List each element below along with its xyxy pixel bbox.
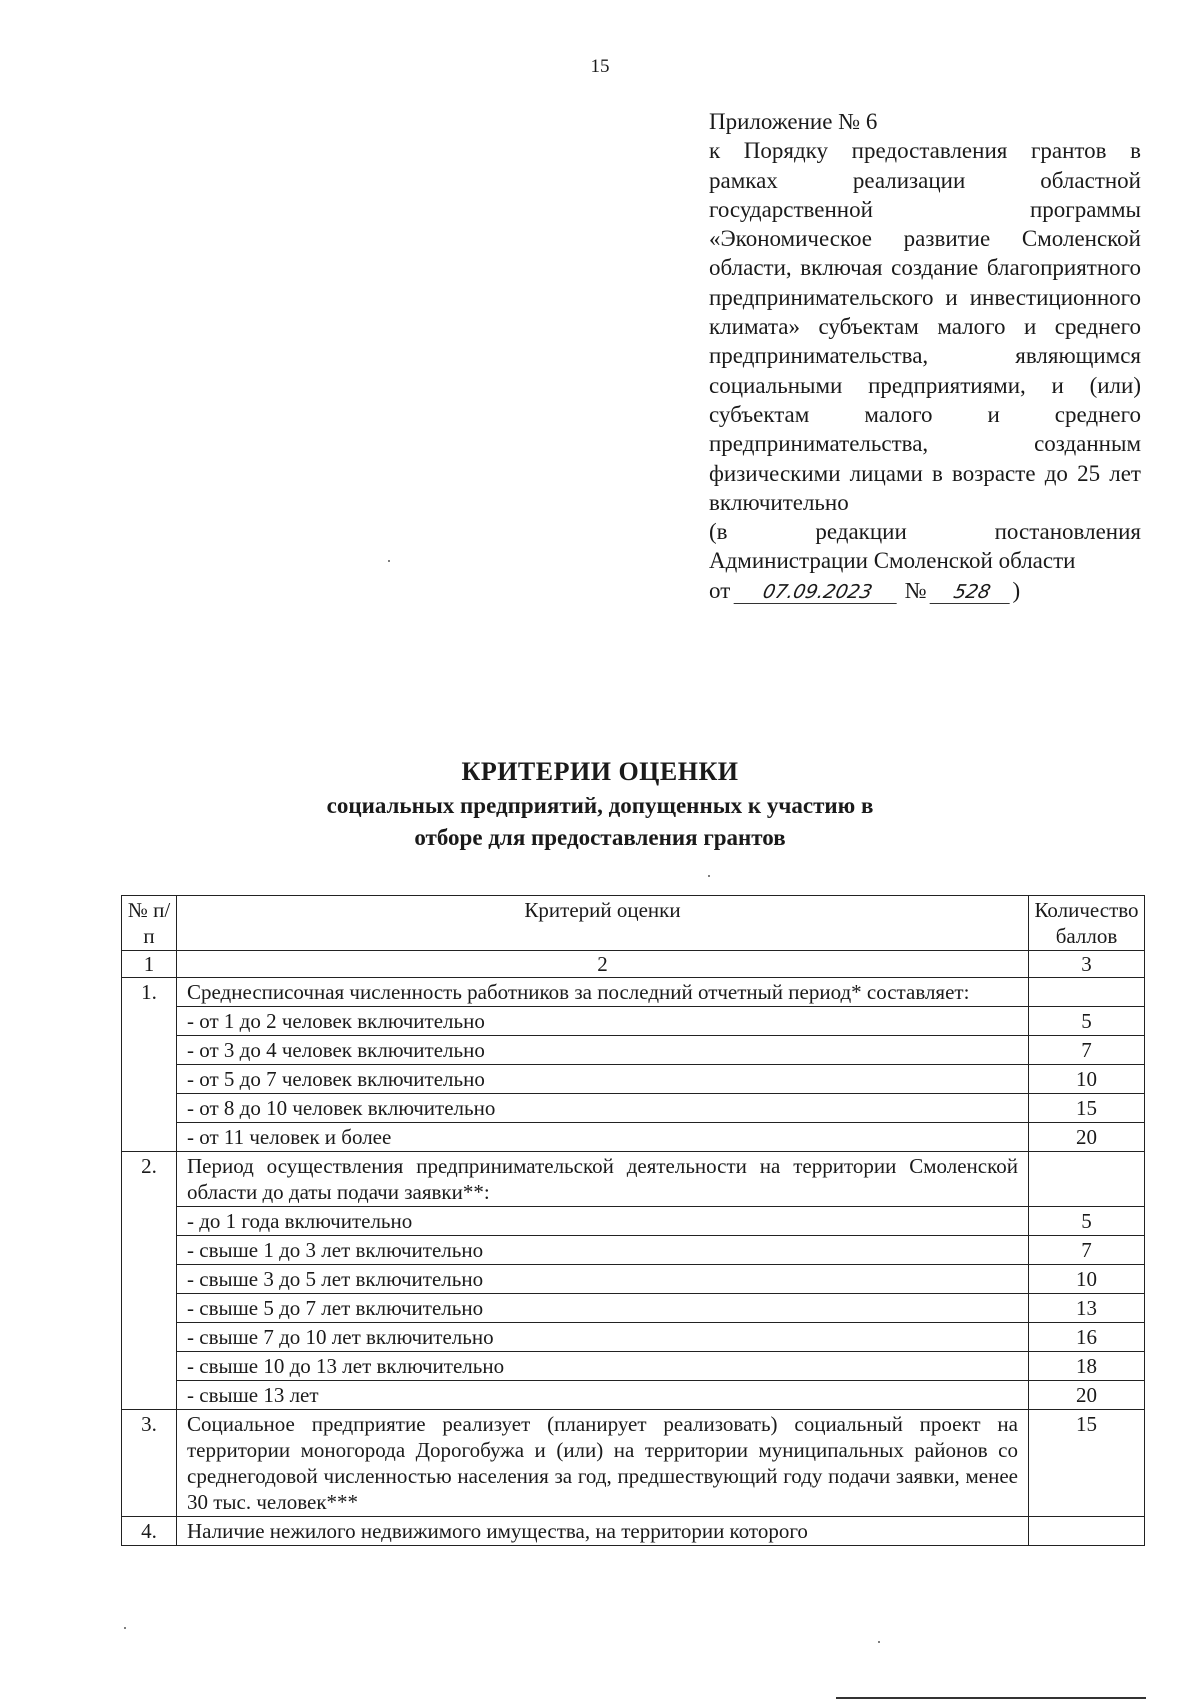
table-row <box>122 1265 1145 1294</box>
points-value: 15 <box>1029 1094 1145 1123</box>
criterion-text: - от 3 до 4 человек включительно <box>177 1036 1029 1065</box>
points-value: 13 <box>1029 1294 1145 1323</box>
table-row <box>122 1007 1145 1036</box>
criteria-table <box>121 895 1145 1546</box>
section-3-title: Социальное предприятие реализует (планирует реализовать) социальный проект на территории моногорода Дорогобужа и (или) на территории муниципальных районов со среднегодовой численностью населения за год, предшествующий году подачи заявки, менее 30 тыс. человек*** <box>177 1410 1029 1517</box>
number-label: № <box>904 577 927 603</box>
points-value: 10 <box>1029 1265 1145 1294</box>
annex-header <box>709 107 1141 605</box>
section-2-title: Период осуществления предпринимательской деятельности на территории Смоленской области до даты подачи заявки**: <box>177 1152 1029 1207</box>
table-row <box>122 1036 1145 1065</box>
table-row <box>122 1236 1145 1265</box>
points-value: 7 <box>1029 1036 1145 1065</box>
annex-edition: (в редакции постановления Администрации Смоленской области <box>709 519 1141 574</box>
section-4-title: Наличие нежилого недвижимого имущества, на территории которого <box>177 1517 1029 1546</box>
table-row <box>122 1352 1145 1381</box>
handwritten-date: 07.09.2023 <box>734 581 902 604</box>
table-row <box>122 1294 1145 1323</box>
criterion-text: - до 1 года включительно <box>177 1207 1029 1236</box>
page-number: 15 <box>590 56 610 77</box>
table-row <box>122 1123 1145 1152</box>
column-number-1: 1 <box>122 951 177 978</box>
handwritten-number: 528 <box>930 581 1015 604</box>
column-number-3: 3 <box>1029 951 1145 978</box>
points-value: 7 <box>1029 1236 1145 1265</box>
column-number-2: 2 <box>177 951 1029 978</box>
section-2-title-points <box>1029 1152 1145 1207</box>
from-label: от <box>709 577 731 603</box>
points-value: 5 <box>1029 1007 1145 1036</box>
document-subtitle-line-1: социальных предприятий, допущенных к участию в <box>326 793 874 818</box>
document-title: КРИТЕРИИ ОЦЕНКИ <box>461 757 739 786</box>
section-3-row <box>122 1410 1145 1517</box>
table-header-row <box>122 896 1145 951</box>
section-2-num: 2. <box>122 1152 177 1410</box>
points-value: 20 <box>1029 1123 1145 1152</box>
scan-speck <box>708 875 710 877</box>
section-1-num: 1. <box>122 978 177 1152</box>
annex-signature-line <box>709 576 1141 605</box>
section-2-title-row <box>122 1152 1145 1207</box>
criterion-text: - от 11 человек и более <box>177 1123 1029 1152</box>
points-value: 16 <box>1029 1323 1145 1352</box>
scan-speck <box>388 560 390 562</box>
criterion-text: - от 5 до 7 человек включительно <box>177 1065 1029 1094</box>
section-3-num: 3. <box>122 1410 177 1517</box>
criterion-text: - свыше 1 до 3 лет включительно <box>177 1236 1029 1265</box>
annex-title: Приложение № 6 <box>709 109 878 134</box>
section-3-points: 15 <box>1029 1410 1145 1517</box>
closing-paren: ) <box>1012 577 1021 603</box>
points-value: 20 <box>1029 1381 1145 1410</box>
document-subtitle-line-2: отборе для предоставления грантов <box>414 825 786 850</box>
section-1-title-points <box>1029 978 1145 1007</box>
criterion-text: - свыше 13 лет <box>177 1381 1029 1410</box>
annex-text: к Порядку предоставления грантов в рамках реализации областной государственной программы «Экономическое развитие Смоленской области, включая создание благоприятного предпринимательского и инвестиционного климата» субъектам малого и среднего предпринимательства, являющимся социальными предприятиями, и (или) субъектам малого и среднего предпринимательства, созданным физическими лицами в возрасте до 25 лет включительно <box>709 138 1141 515</box>
scan-speck <box>878 1641 880 1643</box>
header-num: № п/п <box>122 896 177 951</box>
scan-edge-mark <box>836 1697 1146 1699</box>
header-points: Количество баллов <box>1029 896 1145 951</box>
criterion-text: - от 8 до 10 человек включительно <box>177 1094 1029 1123</box>
column-number-row <box>122 951 1145 978</box>
table-row <box>122 1381 1145 1410</box>
table-row <box>122 1207 1145 1236</box>
criterion-text: - свыше 3 до 5 лет включительно <box>177 1265 1029 1294</box>
section-1-title-row <box>122 978 1145 1007</box>
section-1-title: Среднесписочная численность работников за последний отчетный период* составляет: <box>177 978 1029 1007</box>
criterion-text: - от 1 до 2 человек включительно <box>177 1007 1029 1036</box>
section-4-row <box>122 1517 1145 1546</box>
table-row <box>122 1065 1145 1094</box>
points-value: 10 <box>1029 1065 1145 1094</box>
section-4-num: 4. <box>122 1517 177 1546</box>
table-row <box>122 1094 1145 1123</box>
criterion-text: - свыше 7 до 10 лет включительно <box>177 1323 1029 1352</box>
points-value: 5 <box>1029 1207 1145 1236</box>
criterion-text: - свыше 10 до 13 лет включительно <box>177 1352 1029 1381</box>
points-value: 18 <box>1029 1352 1145 1381</box>
scan-speck <box>124 1627 126 1629</box>
header-criterion: Критерий оценки <box>177 896 1029 951</box>
criterion-text: - свыше 5 до 7 лет включительно <box>177 1294 1029 1323</box>
section-4-points <box>1029 1517 1145 1546</box>
table-row <box>122 1323 1145 1352</box>
